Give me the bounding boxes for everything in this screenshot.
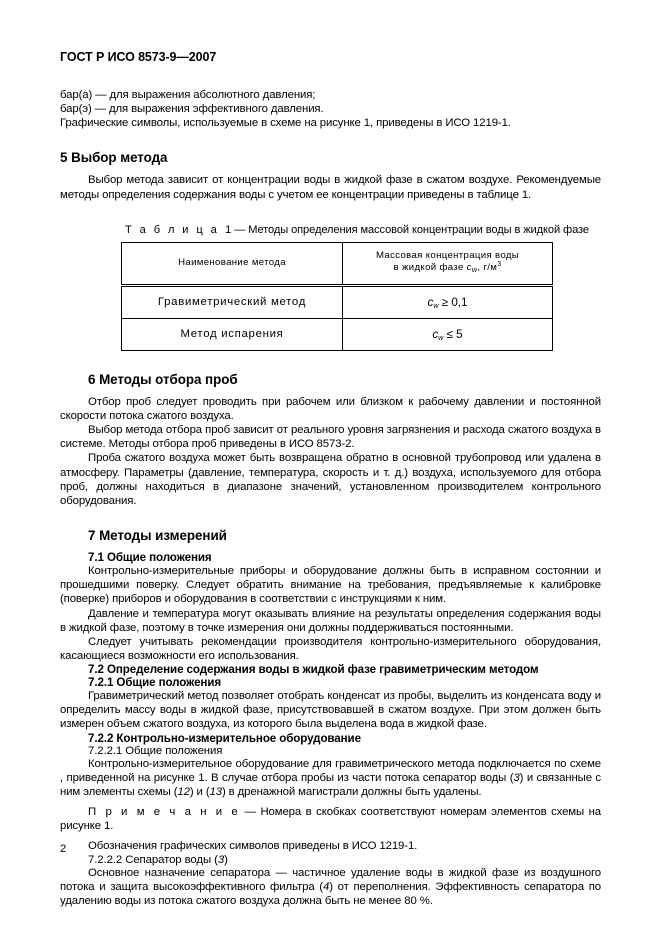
heading-prefix: 7.2.2.2 Сепаратор воды ( [88, 853, 218, 866]
section-7-2-2-1-paragraph-2: Обозначения графических символов приведены в ИСО 1219-1. [88, 840, 418, 853]
section-7-1-paragraph-1: Контрольно-измерительные приборы и оборудование должны быть в исправном состоянии и прошедшими поверку. Следует обратить внимание на требования, предъявляемые к калибровке (поверке) приборов и оборудования в соответствии с инструкциями к ним. [60, 565, 601, 606]
note-dash: — [244, 806, 256, 819]
table-caption-number: 1 [225, 223, 232, 236]
spacer [60, 387, 601, 395]
note-paragraph [60, 805, 601, 833]
table-1-caption [60, 224, 601, 236]
note-text: Номера в скобках соответствуют номерам элементов схемы на рисунке 1. [60, 806, 602, 833]
element-ref-12: 12 [177, 785, 190, 798]
page-content [60, 88, 601, 908]
table-cell-value-1 [343, 285, 553, 318]
running-head: ГОСТ Р ИСО 8573-9—2007 [60, 50, 217, 64]
table-header-row [122, 242, 553, 285]
value-subscript: w [433, 300, 439, 310]
table-caption-dash: — [234, 223, 246, 236]
heading-section-7-2-2: 7.2.2 Контрольно-измерительное оборудование [88, 731, 361, 745]
para-part-2: ) от переполнения. Эффективность сепаратора по удалению воды из потока сжатого воздуха должна быть не менее 80 %. [60, 880, 601, 907]
para-part-1: Основное назначение сепаратора — частичное удаление воды в жидкой фазе из воздушного потока и защита высокоэффективного фильтра ( [60, 866, 601, 893]
table-caption-label: Т а б л и ц а [125, 223, 220, 236]
table-cell-method-2: Метод испарения [122, 318, 343, 350]
spacer [60, 351, 601, 372]
heading-section-6: 6 Методы отбора проб [88, 371, 238, 387]
section-6-paragraph-3: Проба сжатого воздуха может быть возвращена обратно в основной трубопровод или удалена в атмосферу. Параметры (давление, температура, скорость и т. д.) воздуха, используемого для отбора проб, должны находиться в диапазоне значений, установленном производителем контрольного оборудования. [60, 452, 601, 507]
section-5-paragraph-1: Выбор метода зависит от концентрации воды в жидкой фазе в сжатом воздухе. Рекомендуемые методы определения содержания воды с учетом ее концентрации приведены в таблице 1. [60, 174, 601, 201]
section-6-paragraph-2: Выбор метода отбора проб зависит от реального уровня загрязнения и расхода сжатого воздуха в системе. Методы отбора проб приведены в ИСО 8573-2. [60, 424, 601, 451]
intro-line-2: бар(э) — для выражения эффективного давления. [60, 103, 324, 116]
intro-line-1: бар(а) — для выражения абсолютного давления; [60, 89, 316, 101]
element-ref-4: 4 [322, 880, 330, 893]
table-header-method: Наименование метода [122, 242, 343, 285]
heading-section-7-2-1: 7.2.1 Общие положения [88, 676, 222, 690]
table-caption-text: Методы определения массовой концентрации воды в жидкой фазе [248, 223, 589, 236]
note-label: П р и м е ч а н и е [88, 806, 241, 819]
spacer [60, 130, 601, 150]
heading-section-7: 7 Методы измерений [88, 528, 227, 544]
table-1 [121, 242, 553, 351]
para-part-2: ) и связанные с ним элементы схемы ( [60, 771, 601, 798]
spacer [60, 165, 601, 173]
element-ref-13: 13 [209, 785, 222, 798]
heading-section-7-2-2-2 [60, 854, 601, 866]
spacer [60, 508, 601, 528]
value-relation: ≤ 5 [446, 327, 463, 341]
para-part-4: ) в дренажной магистрали должны быть удалены. [221, 785, 482, 798]
table-header-concentration [343, 242, 553, 285]
section-7-2-2-2-paragraph-1 [60, 866, 601, 908]
value-symbol: c [427, 295, 434, 309]
value-symbol: c [432, 327, 439, 341]
para-part-1: Контрольно-измерительное оборудование для гравиметрического метода подключается по схеме , приведенной на рисунке 1. В случае отбора пробы из части потока сепаратор воды ( [60, 757, 601, 784]
table-cell-method-1: Гравиметрический метод [122, 285, 343, 318]
element-ref-3: 3 [513, 771, 520, 784]
table-row [122, 285, 553, 318]
section-7-1-paragraph-3: Следует учитывать рекомендации производителя контрольно-измерительного оборудования, касающиеся возможности его использования. [60, 635, 601, 662]
header-line-1: Массовая концентрация воды [375, 249, 520, 261]
para-part-3: ) и ( [189, 785, 210, 798]
header-units: , г/м [477, 262, 498, 274]
section-7-2-1-paragraph-1: Гравиметрический метод позволяет отобрать конденсат из пробы, выделить из конденсата воду и определить массу воды в жидкой фазе, присутствовавшей в сжатом воздухе. При этом должен быть измерен объем сжатого воздуха, из которого была выделена вода в жидкой фазе. [60, 690, 601, 731]
table-row [122, 318, 553, 350]
element-ref-3: 3 [217, 853, 225, 866]
value-subscript: w [438, 332, 444, 342]
value-relation: ≥ 0,1 [441, 295, 468, 309]
section-7-1-paragraph-2: Давление и температура могут оказывать влияние на результаты определения содержания воды в жидкой фазе, поэтому в точке измерения они должны поддерживаться постоянными. [60, 607, 601, 634]
heading-section-5: 5 Выбор метода [60, 150, 168, 166]
spacer [60, 543, 601, 551]
heading-section-7-1: 7.1 Общие положения [88, 551, 212, 565]
table-cell-value-2 [343, 318, 553, 350]
header-subscript: w [471, 265, 478, 275]
heading-section-7-2-2-1: 7.2.2.1 Общие положения [88, 744, 223, 757]
heading-suffix: ) [224, 853, 228, 866]
header-line-2-prefix: в жидкой фазе [393, 262, 464, 274]
header-symbol: c [466, 262, 472, 274]
page-number: 2 [60, 843, 67, 855]
section-6-paragraph-1: Отбор проб следует проводить при рабочем или близком к рабочему давлении и постоянной скорости потока сжатого воздуха. [60, 395, 601, 422]
heading-section-7-2: 7.2 Определение содержания воды в жидкой фазе гравиметрическим методом [88, 663, 539, 677]
intro-line-3: Графические символы, используемые в схеме на рисунке 1, приведены в ИСО 1219-1. [60, 117, 511, 130]
spacer [60, 202, 601, 224]
header-units-exponent: 3 [497, 261, 502, 269]
section-7-2-2-1-paragraph-1 [60, 757, 601, 799]
